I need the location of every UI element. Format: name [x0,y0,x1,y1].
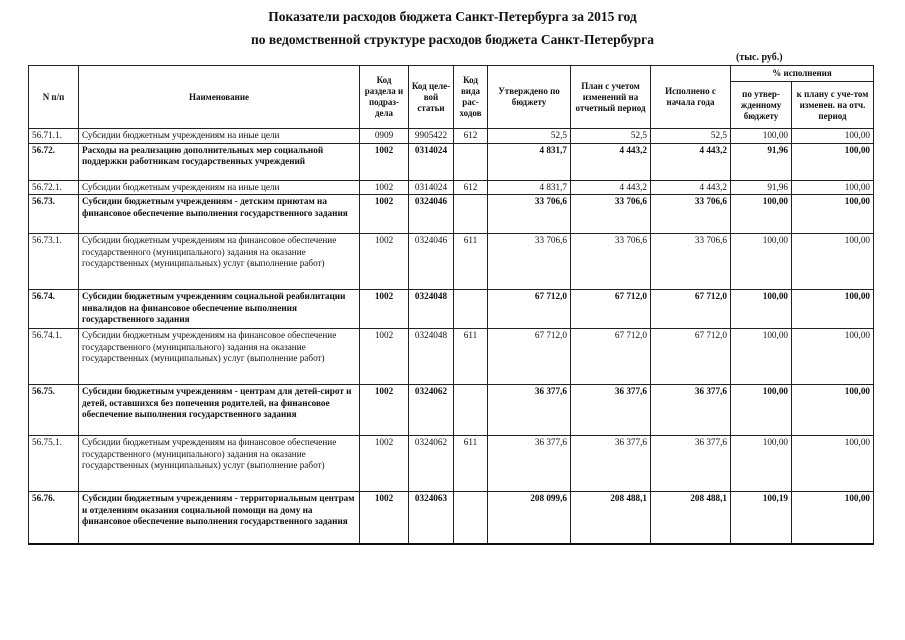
cell-num: 56.74.1. [29,329,79,385]
cell-plan: 33 706,6 [571,234,651,290]
table-row [29,180,874,195]
cell-pct-plan: 100,00 [792,436,874,492]
cell-statya: 0324063 [409,492,454,544]
cell-pct-approved: 91,96 [731,143,792,180]
cell-razdel: 1002 [360,180,409,195]
document-title-line-2: по ведомственной структуре расходов бюджета Санкт-Петербурга [250,32,655,47]
cell-name: Субсидии бюджетным учреждениям - территориальным центрам и отделениям оказания социальной помощи на дому на финансовое обеспечение выполнения государственного задания [79,492,360,544]
cell-statya: 0324046 [409,234,454,290]
cell-approved: 52,5 [488,129,571,144]
cell-approved: 33 706,6 [488,234,571,290]
cell-pct-approved: 100,00 [731,290,792,329]
cell-executed: 67 712,0 [651,329,731,385]
cell-vid: 611 [454,329,488,385]
cell-executed: 4 443,2 [651,180,731,195]
cell-name: Субсидии бюджетным учреждениям на финансовое обеспечение государственного (муниципального) задания на оказание государственных (муниципальных) услуг (выполнение работ) [79,436,360,492]
cell-executed: 33 706,6 [651,234,731,290]
cell-plan: 67 712,0 [571,290,651,329]
header-name: Наименование [79,66,360,129]
cell-name: Субсидии бюджетным учреждениям на финансовое обеспечение государственного (муниципального) задания на оказание государственных (муниципальных) услуг (выполнение работ) [79,234,360,290]
cell-razdel: 1002 [360,436,409,492]
cell-approved: 36 377,6 [488,385,571,436]
cell-pct-plan: 100,00 [792,195,874,234]
table-row [29,234,874,290]
cell-plan: 4 443,2 [571,143,651,180]
cell-plan: 36 377,6 [571,436,651,492]
header-statya: Код целе-вой статьи [409,66,454,129]
cell-pct-approved: 100,00 [731,385,792,436]
cell-vid [454,195,488,234]
cell-statya: 0314024 [409,143,454,180]
cell-approved: 67 712,0 [488,329,571,385]
cell-approved: 4 831,7 [488,180,571,195]
cell-vid [454,143,488,180]
cell-approved: 4 831,7 [488,143,571,180]
cell-plan: 52,5 [571,129,651,144]
cell-razdel: 1002 [360,195,409,234]
cell-pct-plan: 100,00 [792,290,874,329]
cell-approved: 208 099,6 [488,492,571,544]
cell-razdel: 1002 [360,492,409,544]
table-row [29,385,874,436]
cell-num: 56.73.1. [29,234,79,290]
cell-pct-plan: 100,00 [792,129,874,144]
cell-statya: 0324048 [409,290,454,329]
cell-plan: 36 377,6 [571,385,651,436]
header-pct-group: % исполнения [731,66,874,82]
cell-razdel: 1002 [360,143,409,180]
cell-plan: 33 706,6 [571,195,651,234]
cell-razdel: 1002 [360,329,409,385]
cell-razdel: 1002 [360,385,409,436]
table-row [29,329,874,385]
units-label: (тыс. руб.) [736,52,783,63]
cell-vid [454,290,488,329]
table-row [29,436,874,492]
cell-name: Субсидии бюджетным учреждениям - центрам для детей-сирот и детей, оставшихся без попечения родителей, на финансовое обеспечение выполнения государственного задания [79,385,360,436]
cell-pct-approved: 100,00 [731,195,792,234]
cell-approved: 33 706,6 [488,195,571,234]
cell-executed: 67 712,0 [651,290,731,329]
header-razdel: Код раздела и подраз-дела [360,66,409,129]
cell-approved: 67 712,0 [488,290,571,329]
header-approved: Утверждено по бюджету [488,66,571,129]
cell-statya: 0314024 [409,180,454,195]
table-row [29,129,874,144]
cell-name: Субсидии бюджетным учреждениям социальной реабилитации инвалидов на финансовое обеспечение выполнения государственного задания [79,290,360,329]
cell-pct-approved: 100,00 [731,129,792,144]
cell-vid: 611 [454,234,488,290]
cell-approved: 36 377,6 [488,436,571,492]
table-row [29,492,874,544]
cell-executed: 33 706,6 [651,195,731,234]
document-title-line-1: Показатели расходов бюджета Санкт-Петербурга за 2015 год [268,9,637,24]
cell-executed: 36 377,6 [651,385,731,436]
cell-razdel: 1002 [360,234,409,290]
cell-statya: 0324048 [409,329,454,385]
cell-num: 56.74. [29,290,79,329]
header-executed: Исполнено с начала года [651,66,731,129]
cell-statya: 0324062 [409,436,454,492]
cell-razdel: 1002 [360,290,409,329]
cell-razdel: 0909 [360,129,409,144]
cell-vid: 612 [454,129,488,144]
cell-statya: 0324046 [409,195,454,234]
cell-pct-plan: 100,00 [792,385,874,436]
cell-pct-plan: 100,00 [792,492,874,544]
cell-vid [454,492,488,544]
cell-executed: 52,5 [651,129,731,144]
cell-pct-plan: 100,00 [792,143,874,180]
cell-pct-plan: 100,00 [792,234,874,290]
cell-num: 56.71.1. [29,129,79,144]
cell-pct-approved: 100,00 [731,234,792,290]
cell-num: 56.73. [29,195,79,234]
cell-pct-approved: 100,00 [731,436,792,492]
cell-pct-plan: 100,00 [792,180,874,195]
table-row [29,290,874,329]
cell-num: 56.75.1. [29,436,79,492]
cell-num: 56.75. [29,385,79,436]
cell-num: 56.72. [29,143,79,180]
cell-pct-approved: 100,00 [731,329,792,385]
header-pct-approved: по утвер-жденному бюджету [731,82,792,129]
cell-pct-approved: 91,96 [731,180,792,195]
cell-name: Субсидии бюджетным учреждениям на иные цели [79,180,360,195]
cell-num: 56.76. [29,492,79,544]
cell-name: Расходы на реализацию дополнительных мер социальной поддержки работникам государственных учреждений [79,143,360,180]
cell-vid: 612 [454,180,488,195]
header-num: N п/п [29,66,79,129]
cell-name: Субсидии бюджетным учреждениям на финансовое обеспечение государственного (муниципального) задания на оказание государственных (муниципальных) услуг (выполнение работ) [79,329,360,385]
cell-pct-approved: 100,19 [731,492,792,544]
cell-num: 56.72.1. [29,180,79,195]
cell-pct-plan: 100,00 [792,329,874,385]
cell-statya: 0324062 [409,385,454,436]
table-row [29,143,874,180]
header-vid: Код вида рас-ходов [454,66,488,129]
cell-executed: 4 443,2 [651,143,731,180]
table-body [29,129,874,544]
cell-name: Субсидии бюджетным учреждениям на иные цели [79,129,360,144]
cell-plan: 208 488,1 [571,492,651,544]
budget-table [28,65,874,545]
table-row [29,195,874,234]
header-plan: План с учетом изменений на отчетный период [571,66,651,129]
cell-vid: 611 [454,436,488,492]
cell-name: Субсидии бюджетным учреждениям - детским приютам на финансовое обеспечение выполнения государственного задания [79,195,360,234]
cell-plan: 67 712,0 [571,329,651,385]
cell-plan: 4 443,2 [571,180,651,195]
cell-vid [454,385,488,436]
cell-executed: 36 377,6 [651,436,731,492]
header-pct-plan: к плану с уче-том изменен. на отч. период [792,82,874,129]
cell-executed: 208 488,1 [651,492,731,544]
cell-statya: 9905422 [409,129,454,144]
